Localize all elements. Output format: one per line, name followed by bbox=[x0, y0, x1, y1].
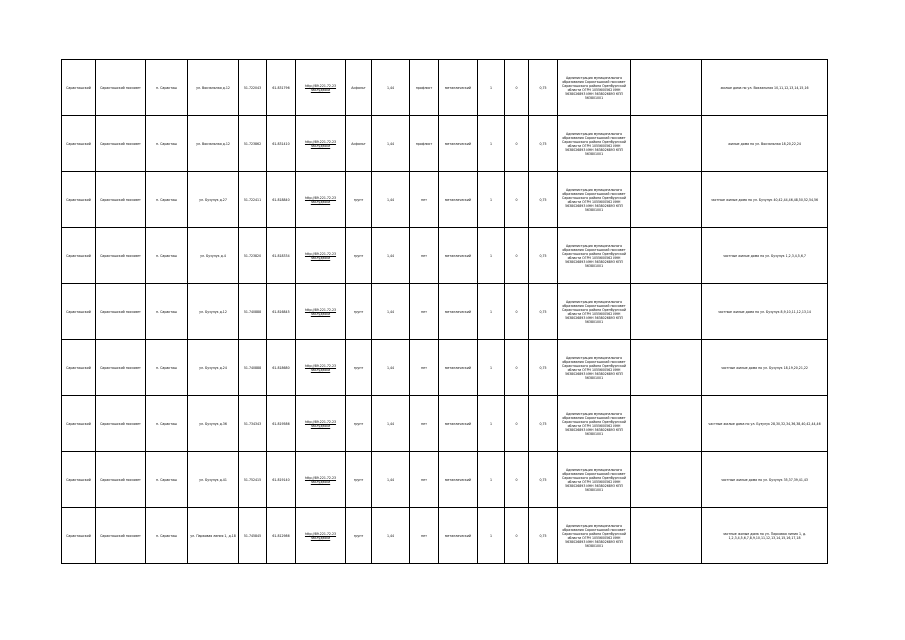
owner-cell: Администрация муниципального образования Саракташский поссовет Саракташского района Оренбургской области ОГРН 1055600562 ИНН 5638026893 ИНН 5638026893 КПП 563801001 bbox=[558, 60, 631, 116]
zero-count-cell: 0 bbox=[505, 116, 529, 172]
owner-cell: Администрация муниципального образования Саракташский поссовет Саракташского района Оренбургской области ОГРН 1055600562 ИНН 5638026893 ИНН 5638026893 КПП 563801001 bbox=[558, 116, 631, 172]
zero-count-cell: 0 bbox=[505, 452, 529, 508]
container-type-cell: металлический bbox=[439, 508, 478, 564]
district-cell: Саракташский bbox=[62, 396, 96, 452]
district-cell: Саракташский bbox=[62, 284, 96, 340]
locality-cell: п. Саракташ bbox=[146, 116, 188, 172]
empty-cell bbox=[631, 340, 702, 396]
district-cell: Саракташский bbox=[62, 452, 96, 508]
settlement-cell: Саракташский поссовет bbox=[96, 284, 146, 340]
surface-cell: грунт bbox=[346, 508, 372, 564]
waste-sources-cell: жилые дома по ул. Вокзальная 18,20,22,24 bbox=[702, 116, 828, 172]
district-cell: Саракташский bbox=[62, 340, 96, 396]
map-link[interactable]: http://89.221.72.23 заклудзоки bbox=[304, 251, 337, 260]
container-count-cell: 1 bbox=[478, 508, 505, 564]
container-type-cell: металлический bbox=[439, 228, 478, 284]
owner-cell: Администрация муниципального образования Саракташский поссовет Саракташского района Оренбургской области ОГРН 1055600562 ИНН 5638026893 ИНН 5638026893 КПП 563801001 bbox=[558, 396, 631, 452]
container-count-cell: 1 bbox=[478, 116, 505, 172]
waste-sources-cell: частные жилые дома по ул. Бузулук 40,42,44,46,48,50,52,54,56 bbox=[702, 172, 828, 228]
locality-cell: п. Саракташ bbox=[146, 172, 188, 228]
map-link-cell bbox=[296, 452, 346, 508]
table-row bbox=[62, 396, 828, 452]
latitude-cell: 51.752415 bbox=[239, 452, 267, 508]
map-link[interactable]: http://89.221.72.23 заклудзоки bbox=[304, 83, 337, 92]
container-type-cell: металлический bbox=[439, 172, 478, 228]
owner-cell: Администрация муниципального образования Саракташский поссовет Саракташского района Оренбургской области ОГРН 1055600562 ИНН 5638026893 ИНН 5638026893 КПП 563801001 bbox=[558, 284, 631, 340]
owner-cell: Администрация муниципального образования Саракташский поссовет Саракташского района Оренбургской области ОГРН 1055600562 ИНН 5638026893 ИНН 5638026893 КПП 563801001 bbox=[558, 452, 631, 508]
longitude-cell: 61.812986 bbox=[267, 508, 296, 564]
district-cell: Саракташский bbox=[62, 172, 96, 228]
fence-material-cell: профлист bbox=[410, 116, 439, 172]
settlement-cell: Саракташский поссовет bbox=[96, 172, 146, 228]
district-cell: Саракташский bbox=[62, 60, 96, 116]
table-row bbox=[62, 116, 828, 172]
empty-cell bbox=[631, 508, 702, 564]
volume-cell: 0,75 bbox=[529, 396, 558, 452]
empty-cell bbox=[631, 60, 702, 116]
container-type-cell: металлический bbox=[439, 340, 478, 396]
longitude-cell: 61.831410 bbox=[267, 116, 296, 172]
address-cell: ул. Бузулук д.12 bbox=[188, 284, 239, 340]
map-link-cell bbox=[296, 228, 346, 284]
area-cell: 1,44 bbox=[372, 508, 410, 564]
container-type-cell: металлический bbox=[439, 116, 478, 172]
zero-count-cell: 0 bbox=[505, 60, 529, 116]
longitude-cell: 61.816845 bbox=[267, 284, 296, 340]
latitude-cell: 51.740888 bbox=[239, 340, 267, 396]
fence-material-cell: нет bbox=[410, 452, 439, 508]
container-type-cell: металлический bbox=[439, 60, 478, 116]
district-cell: Саракташский bbox=[62, 508, 96, 564]
waste-sources-cell: частные жилые дома по ул. Бузулук 18,19,20,21,22 bbox=[702, 340, 828, 396]
longitude-cell: 61.818840 bbox=[267, 172, 296, 228]
container-count-cell: 1 bbox=[478, 172, 505, 228]
settlement-cell: Саракташский поссовет bbox=[96, 116, 146, 172]
latitude-cell: 51.722411 bbox=[239, 172, 267, 228]
empty-cell bbox=[631, 116, 702, 172]
container-type-cell: металлический bbox=[439, 284, 478, 340]
district-cell: Саракташский bbox=[62, 228, 96, 284]
volume-cell: 0,75 bbox=[529, 284, 558, 340]
volume-cell: 0,75 bbox=[529, 60, 558, 116]
latitude-cell: 51.745845 bbox=[239, 508, 267, 564]
container-count-cell: 1 bbox=[478, 284, 505, 340]
longitude-cell: 61.819140 bbox=[267, 452, 296, 508]
settlement-cell: Саракташский поссовет bbox=[96, 508, 146, 564]
longitude-cell: 61.819586 bbox=[267, 396, 296, 452]
map-link-cell bbox=[296, 508, 346, 564]
surface-cell: грунт bbox=[346, 396, 372, 452]
longitude-cell: 61.831796 bbox=[267, 60, 296, 116]
address-cell: ул. Бузулук д.36 bbox=[188, 396, 239, 452]
map-link[interactable]: http://89.221.72.23 заклудзоки bbox=[304, 363, 337, 372]
address-cell: ул. Вокзальная д.12 bbox=[188, 60, 239, 116]
area-cell: 1,44 bbox=[372, 284, 410, 340]
volume-cell: 0,75 bbox=[529, 508, 558, 564]
surface-cell: грунт bbox=[346, 228, 372, 284]
map-link-cell bbox=[296, 284, 346, 340]
container-type-cell: металлический bbox=[439, 396, 478, 452]
longitude-cell: 61.818680 bbox=[267, 340, 296, 396]
longitude-cell: 61.818334 bbox=[267, 228, 296, 284]
container-type-cell: металлический bbox=[439, 452, 478, 508]
container-count-cell: 1 bbox=[478, 60, 505, 116]
locality-cell: п. Саракташ bbox=[146, 340, 188, 396]
fence-material-cell: нет bbox=[410, 284, 439, 340]
fence-material-cell: нет bbox=[410, 340, 439, 396]
area-cell: 1,44 bbox=[372, 172, 410, 228]
fence-material-cell: нет bbox=[410, 228, 439, 284]
waste-sources-cell: частные жилые дома по ул. Парковая линия 1, д. 1,2,3,4,5,6,7,8,9,10,11,12,13,14,15,16,17,18 bbox=[702, 508, 828, 564]
table-row bbox=[62, 60, 828, 116]
zero-count-cell: 0 bbox=[505, 396, 529, 452]
locality-cell: п. Саракташ bbox=[146, 508, 188, 564]
address-cell: ул. Бузулук д.4 bbox=[188, 228, 239, 284]
owner-cell: Администрация муниципального образования Саракташский поссовет Саракташского района Оренбургской области ОГРН 1055600562 ИНН 5638026893 ИНН 5638026893 КПП 563801001 bbox=[558, 508, 631, 564]
map-link[interactable]: http://89.221.72.23 заклудзоки bbox=[304, 475, 337, 484]
latitude-cell: 51.734343 bbox=[239, 396, 267, 452]
settlement-cell: Саракташский поссовет bbox=[96, 340, 146, 396]
zero-count-cell: 0 bbox=[505, 228, 529, 284]
container-count-cell: 1 bbox=[478, 340, 505, 396]
latitude-cell: 51.722043 bbox=[239, 60, 267, 116]
table-row bbox=[62, 452, 828, 508]
waste-sources-cell: частные жилые дома по ул. Бузулук 1,2,3,4,5,6,7 bbox=[702, 228, 828, 284]
area-cell: 1,44 bbox=[372, 452, 410, 508]
zero-count-cell: 0 bbox=[505, 508, 529, 564]
surface-cell: грунт bbox=[346, 340, 372, 396]
table-row bbox=[62, 508, 828, 564]
container-count-cell: 1 bbox=[478, 396, 505, 452]
volume-cell: 0,75 bbox=[529, 228, 558, 284]
address-cell: ул. Вокзальная д.12 bbox=[188, 116, 239, 172]
empty-cell bbox=[631, 396, 702, 452]
empty-cell bbox=[631, 284, 702, 340]
surface-cell: Асфальт bbox=[346, 60, 372, 116]
map-link[interactable]: http://89.221.72.23 заклудзоки bbox=[304, 531, 337, 540]
area-cell: 1,44 bbox=[372, 60, 410, 116]
address-cell: ул. Бузулук д.41 bbox=[188, 452, 239, 508]
waste-sources-cell: частные жилые дома по ул. Бузулук 35,37,39,41,43 bbox=[702, 452, 828, 508]
map-link-cell bbox=[296, 60, 346, 116]
settlement-cell: Саракташский поссовет bbox=[96, 228, 146, 284]
area-cell: 1,44 bbox=[372, 340, 410, 396]
locality-cell: п. Саракташ bbox=[146, 396, 188, 452]
map-link[interactable]: http://89.221.72.23 заклудзоки bbox=[304, 307, 337, 316]
map-link-cell bbox=[296, 116, 346, 172]
district-cell: Саракташский bbox=[62, 116, 96, 172]
table-row bbox=[62, 228, 828, 284]
waste-sources-cell: частные жилые дома по ул. Бузулук 28,30,32,34,36,38,40,42,44,46 bbox=[702, 396, 828, 452]
address-cell: ул. Бузулук д.27 bbox=[188, 172, 239, 228]
fence-material-cell: нет bbox=[410, 396, 439, 452]
latitude-cell: 51.740888 bbox=[239, 284, 267, 340]
table-row bbox=[62, 284, 828, 340]
zero-count-cell: 0 bbox=[505, 172, 529, 228]
zero-count-cell: 0 bbox=[505, 284, 529, 340]
map-link-cell bbox=[296, 172, 346, 228]
waste-sources-cell: частные жилые дома по ул. Бузулук 8,9,10,11,12,13,14 bbox=[702, 284, 828, 340]
registry-table bbox=[61, 59, 828, 564]
surface-cell: Асфальт bbox=[346, 116, 372, 172]
volume-cell: 0,75 bbox=[529, 172, 558, 228]
locality-cell: п. Саракташ bbox=[146, 452, 188, 508]
area-cell: 1,44 bbox=[372, 396, 410, 452]
container-count-cell: 1 bbox=[478, 452, 505, 508]
map-link[interactable]: http://89.221.72.23 заклудзоки bbox=[304, 139, 337, 148]
map-link[interactable]: http://89.221.72.23 заклудзоки bbox=[304, 195, 337, 204]
settlement-cell: Саракташский поссовет bbox=[96, 396, 146, 452]
owner-cell: Администрация муниципального образования Саракташский поссовет Саракташского района Оренбургской области ОГРН 1055600562 ИНН 5638026893 ИНН 5638026893 КПП 563801001 bbox=[558, 228, 631, 284]
locality-cell: п. Саракташ bbox=[146, 228, 188, 284]
settlement-cell: Саракташский поссовет bbox=[96, 60, 146, 116]
surface-cell: грунт bbox=[346, 452, 372, 508]
owner-cell: Администрация муниципального образования Саракташский поссовет Саракташского района Оренбургской области ОГРН 1055600562 ИНН 5638026893 ИНН 5638026893 КПП 563801001 bbox=[558, 172, 631, 228]
locality-cell: п. Саракташ bbox=[146, 284, 188, 340]
table-row bbox=[62, 340, 828, 396]
owner-cell: Администрация муниципального образования Саракташский поссовет Саракташского района Оренбургской области ОГРН 1055600562 ИНН 5638026893 ИНН 5638026893 КПП 563801001 bbox=[558, 340, 631, 396]
empty-cell bbox=[631, 228, 702, 284]
container-count-cell: 1 bbox=[478, 228, 505, 284]
volume-cell: 0,75 bbox=[529, 116, 558, 172]
zero-count-cell: 0 bbox=[505, 340, 529, 396]
fence-material-cell: нет bbox=[410, 172, 439, 228]
address-cell: ул. Бузулук д.24 bbox=[188, 340, 239, 396]
volume-cell: 0,75 bbox=[529, 340, 558, 396]
area-cell: 1,44 bbox=[372, 116, 410, 172]
map-link-cell bbox=[296, 396, 346, 452]
latitude-cell: 51.723862 bbox=[239, 116, 267, 172]
fence-material-cell: нет bbox=[410, 508, 439, 564]
latitude-cell: 51.723820 bbox=[239, 228, 267, 284]
map-link[interactable]: http://89.221.72.23 заклудзоки bbox=[304, 419, 337, 428]
table-body bbox=[62, 60, 828, 564]
volume-cell: 0,75 bbox=[529, 452, 558, 508]
surface-cell: грунт bbox=[346, 284, 372, 340]
address-cell: ул. Парковая линия 1, д.18 bbox=[188, 508, 239, 564]
empty-cell bbox=[631, 452, 702, 508]
fence-material-cell: профлист bbox=[410, 60, 439, 116]
waste-sources-cell: жилые дома по ул. Вокзальная 10,11,12,13,14,15,16 bbox=[702, 60, 828, 116]
table-row bbox=[62, 172, 828, 228]
map-link-cell bbox=[296, 340, 346, 396]
settlement-cell: Саракташский поссовет bbox=[96, 452, 146, 508]
locality-cell: п. Саракташ bbox=[146, 60, 188, 116]
empty-cell bbox=[631, 172, 702, 228]
area-cell: 1,44 bbox=[372, 228, 410, 284]
surface-cell: грунт bbox=[346, 172, 372, 228]
